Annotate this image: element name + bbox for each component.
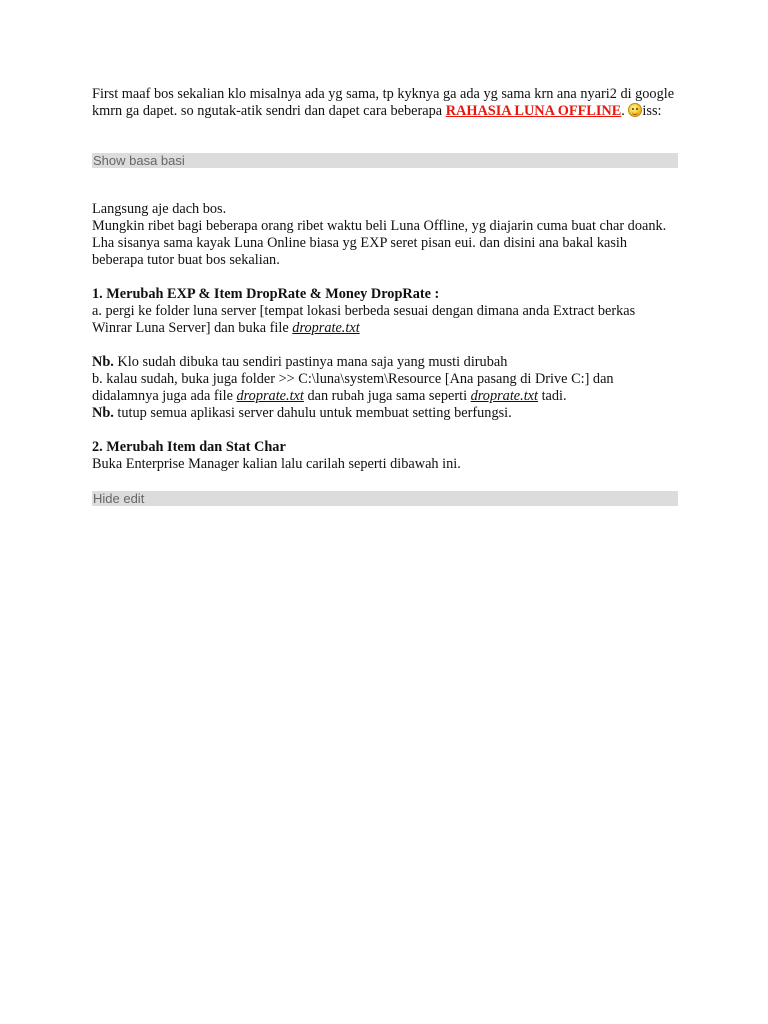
droprate-file-link-2[interactable]: droprate.txt [236, 388, 304, 404]
section-1-step-a [92, 303, 678, 337]
step-a-text: a. pergi ke folder luna server [tempat lokasi berbeda sesuai dengan dimana anda Extract berkas Winrar Luna Server] dan buka file [92, 303, 636, 336]
section-1-note-1 [92, 354, 678, 371]
step-b-end: tadi. [538, 388, 567, 404]
rahasia-luna-link[interactable]: RAHASIA LUNA OFFLINE [445, 103, 622, 119]
document-body [92, 86, 678, 506]
intro-text: First maaf bos sekalian klo misalnya ada yg sama, tp kyknya ga ada yg sama krn ana nyari2 di google kmrn ga dapet. so ngutak-atik sendri dan dapet cara beberapa [92, 86, 675, 119]
section-1-title: 1. Merubah EXP & Item DropRate & Money DropRate : [92, 286, 440, 302]
note-2-label: Nb. [92, 405, 114, 421]
note-1-text: Klo sudah dibuka tau sendiri pastinya mana saja yang musti dirubah [113, 354, 508, 370]
body-line-2: Mungkin ribet bagi beberapa orang ribet waktu beli Luna Offline, yg diajarin cuma buat char doank. [92, 218, 667, 234]
section-2-text: Buka Enterprise Manager kalian lalu carilah seperti dibawah ini. [92, 456, 461, 472]
hide-edit-button[interactable]: Hide edit [92, 491, 678, 506]
intro-after-emoji: iss: [642, 103, 662, 119]
body-line-1: Langsung aje dach bos. [92, 201, 227, 217]
smiley-icon [628, 103, 642, 117]
body-line-3: Lha sisanya sama kayak Luna Online biasa yg EXP seret pisan eui. dan disini ana bakal kasih beberapa tutor buat bos sekalian. [92, 235, 628, 268]
section-2-title: 2. Merubah Item dan Stat Char [92, 439, 286, 455]
droprate-file-link-3[interactable]: droprate.txt [470, 388, 538, 404]
show-basa-basi-button[interactable]: Show basa basi [92, 153, 678, 168]
intro-paragraph [92, 86, 678, 120]
step-b-text: b. kalau sudah, buka juga folder >> C:\luna\system\Resource [Ana pasang di Drive C:] dan didalamnya juga ada file [92, 371, 614, 404]
note-1-label: Nb. [92, 354, 114, 370]
section-1-step-b [92, 371, 678, 405]
note-2-text: tutup semua aplikasi server dahulu untuk membuat setting berfungsi. [113, 405, 512, 421]
section-1-note-2 [92, 405, 678, 422]
intro-after-highlight: . [621, 103, 629, 119]
droprate-file-link[interactable]: droprate.txt [292, 320, 360, 336]
step-b-mid: dan rubah juga sama seperti [303, 388, 471, 404]
